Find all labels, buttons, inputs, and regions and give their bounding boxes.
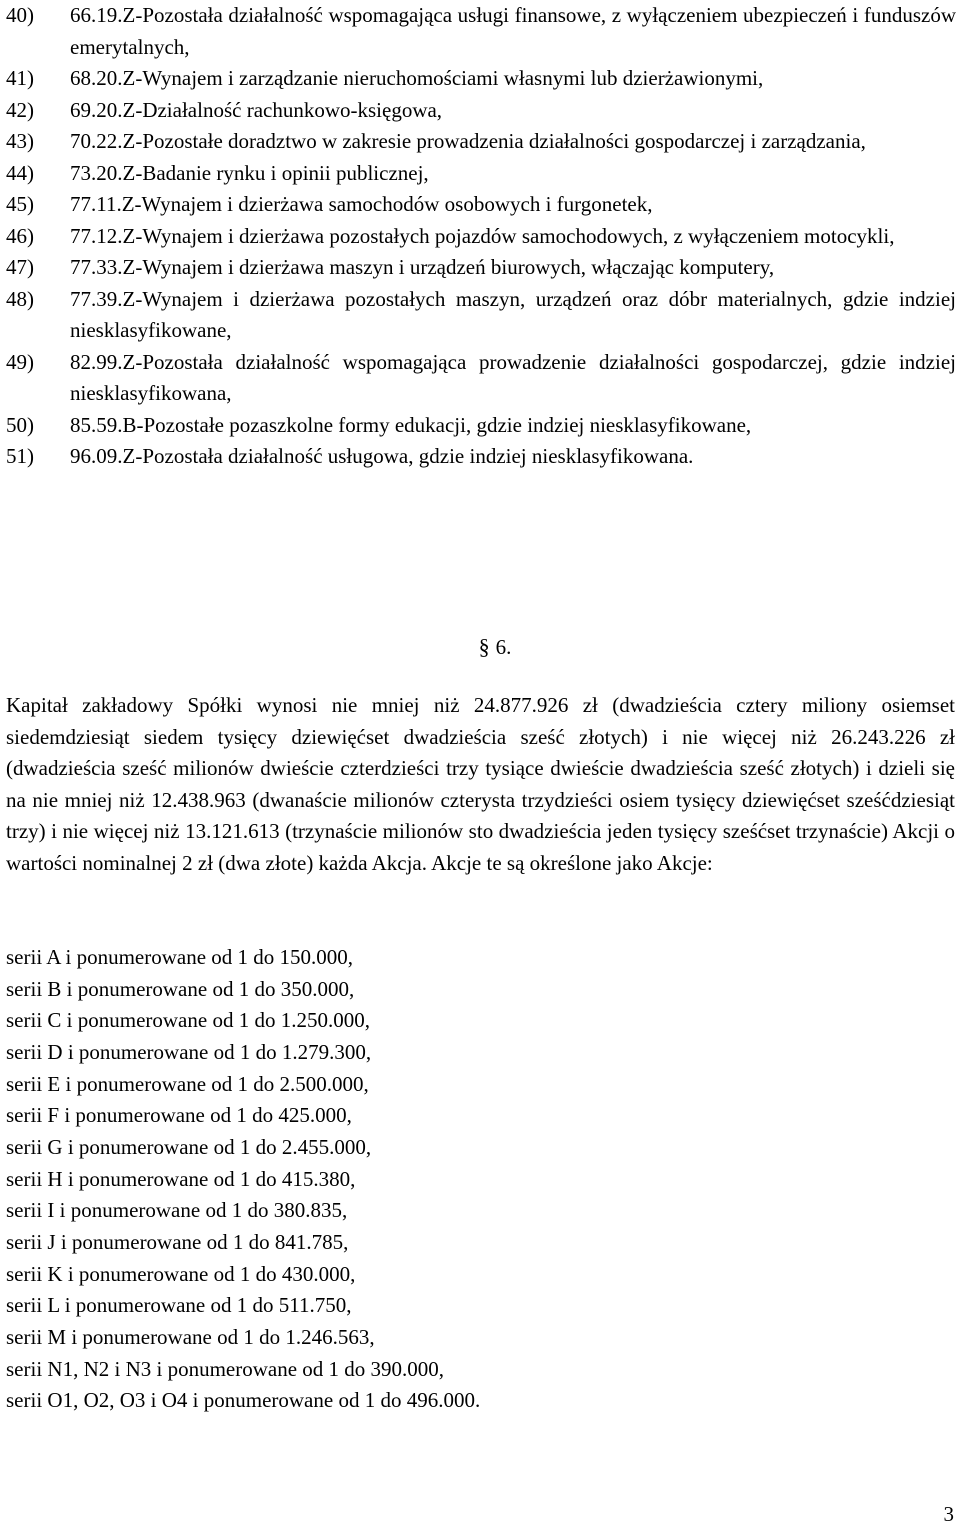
list-item-text: 85.59.B-Pozostałe pozaszkolne formy edukacji, gdzie indziej niesklasyfikowane, <box>70 412 752 437</box>
list-item <box>6 284 956 347</box>
list-item-text: 69.20.Z-Działalność rachunkowo-księgowa, <box>70 97 443 122</box>
list-item-number: 40) <box>6 3 34 27</box>
list-item <box>6 158 956 190</box>
share-capital-paragraph: Kapitał zakładowy Spółki wynosi nie mniej niż 24.877.926 zł (dwadzieścia cztery miliony osiemset siedemdziesiąt siedem tysięcy dziewięćset dwadzieścia sześć złotych) i nie więcej niż 26.243.226 zł (dwadzieścia sześć milionów dwieście czterdzieści trzy tysiące dwieście dwadzieścia sześć złotych) i dzieli się na nie mniej niż 12.438.963 (dwanaście milionów czterysta trzydzieści osiem tysięcy dziewięćset sześćdziesiąt trzy) i nie więcej niż 13.121.613 (trzynaście milionów sto dwadzieścia jeden tysięcy sześćset trzynaście) Akcji o wartości nominalnej 2 zł (dwa złote) każda Akcja. Akcje te są określone jako Akcje: <box>6 693 955 875</box>
list-item-text: 77.11.Z-Wynajem i dzierżawa samochodów osobowych i furgonetek, <box>70 192 653 216</box>
activity-code-list <box>6 0 956 473</box>
list-item <box>6 95 956 127</box>
list-item-text: 77.39.Z-Wynajem i dzierżawa pozostałych maszyn, urządzeń oraz dóbr materialnych, gdzie indziej niesklasyfikowane, <box>70 286 956 342</box>
list-item-number: 44) <box>6 160 34 185</box>
list-item-number: 50) <box>6 412 34 437</box>
list-item: serii B i ponumerowane od 1 do 350.000, <box>6 976 355 1001</box>
list-item-number: 51) <box>6 444 34 468</box>
list-item-text: 77.12.Z-Wynajem i dzierżawa pozostałych pojazdów samochodowych, z wyłączeniem motocykli, <box>70 223 895 248</box>
list-item-text: 70.22.Z-Pozostałe doradztwo w zakresie prowadzenia działalności gospodarczej i zarządzania, <box>70 129 866 153</box>
list-item-text: 66.19.Z-Pozostała działalność wspomagająca usługi finansowe, z wyłączeniem ubezpieczeń i funduszów emerytalnych, <box>70 3 956 59</box>
list-item: serii A i ponumerowane od 1 do 150.000, <box>6 945 354 969</box>
section-number: 6. <box>495 635 512 659</box>
list-item <box>6 189 956 221</box>
section-heading <box>0 632 960 662</box>
list-item-text: 77.33.Z-Wynajem i dzierżawa maszyn i urządzeń biurowych, włączając komputery, <box>70 255 775 279</box>
list-item-number: 49) <box>6 349 34 374</box>
list-item <box>6 0 956 63</box>
list-item: serii C i ponumerowane od 1 do 1.250.000, <box>6 1008 370 1033</box>
list-item <box>6 441 956 473</box>
list-item <box>6 347 956 410</box>
list-item: serii H i ponumerowane od 1 do 415.380, <box>6 1166 356 1191</box>
list-item: serii D i ponumerowane od 1 do 1.279.300, <box>6 1039 372 1064</box>
page-number: 3 <box>943 1502 954 1526</box>
list-item <box>6 410 956 442</box>
list-item-number: 48) <box>6 286 34 311</box>
list-item-number: 43) <box>6 129 34 153</box>
list-item-text: 96.09.Z-Pozostała działalność usługowa, gdzie indziej niesklasyfikowana. <box>70 444 694 468</box>
list-item-number: 45) <box>6 192 34 216</box>
list-item <box>6 126 956 158</box>
list-item-number: 41) <box>6 66 34 90</box>
list-item-text: 68.20.Z-Wynajem i zarządzanie nieruchomościami własnymi lub dzierżawionymi, <box>70 66 764 90</box>
list-item: serii G i ponumerowane od 1 do 2.455.000, <box>6 1134 372 1159</box>
list-item-number: 42) <box>6 97 34 122</box>
list-item-number: 46) <box>6 223 34 248</box>
section-symbol: § <box>478 634 490 659</box>
list-item-text: 82.99.Z-Pozostała działalność wspomagająca prowadzenie działalności gospodarczej, gdzie indziej niesklasyfikowana, <box>70 349 956 405</box>
list-item: serii E i ponumerowane od 1 do 2.500.000, <box>6 1071 369 1096</box>
list-item <box>6 63 956 95</box>
list-item-number: 47) <box>6 255 34 279</box>
list-item: serii M i ponumerowane od 1 do 1.246.563, <box>6 1324 375 1349</box>
list-item <box>6 252 956 284</box>
list-item: serii I i ponumerowane od 1 do 380.835, <box>6 1198 348 1223</box>
list-item: serii F i ponumerowane od 1 do 425.000, <box>6 1103 352 1128</box>
list-item: serii K i ponumerowane od 1 do 430.000, <box>6 1261 356 1286</box>
list-item: serii O1, O2, O3 i O4 i ponumerowane od 1 do 496.000. <box>6 1388 481 1413</box>
list-item: serii L i ponumerowane od 1 do 511.750, <box>6 1293 352 1318</box>
share-series-list <box>6 942 906 1417</box>
list-item-text: 73.20.Z-Badanie rynku i opinii publicznej, <box>70 160 429 185</box>
list-item: serii J i ponumerowane od 1 do 841.785, <box>6 1229 349 1254</box>
list-item <box>6 221 956 253</box>
list-item: serii N1, N2 i N3 i ponumerowane od 1 do 390.000, <box>6 1356 445 1381</box>
